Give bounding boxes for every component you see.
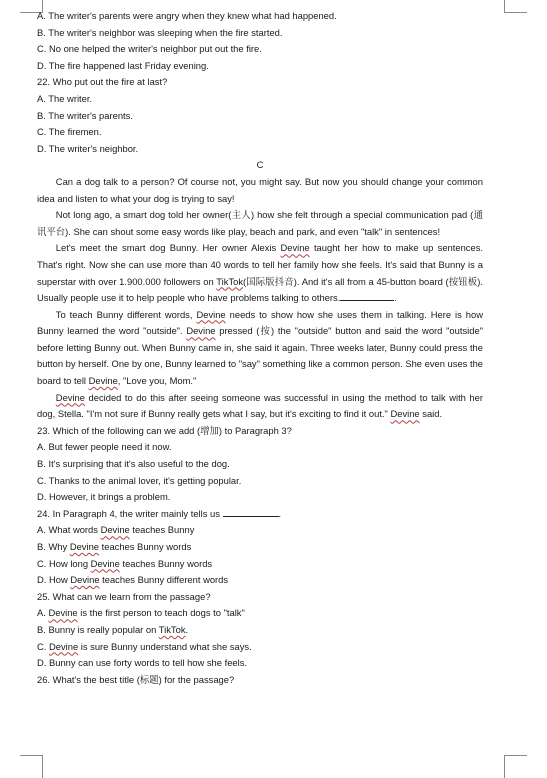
q24-option-b bbox=[37, 539, 483, 556]
q21-option-b: B. The writer's neighbor was sleeping when the fire started. bbox=[37, 26, 283, 38]
q23-option-d: D. However, it brings a problem. bbox=[37, 491, 171, 503]
paragraph-text: Not long ago, a smart dog told her owner(主人) how she felt through a special communication pad (通讯平台). She can shout some easy words like play, beach and park, and even "talk" in sentences! bbox=[37, 209, 483, 237]
name-devine: Devine bbox=[196, 308, 226, 320]
passage-paragraph-5 bbox=[37, 390, 483, 423]
passage-paragraph-4 bbox=[37, 307, 483, 390]
q25-option-d: D. Bunny can use forty words to tell how she feels. bbox=[37, 657, 247, 669]
q23-question: 23. Which of the following can we add (增加) to Paragraph 3? bbox=[37, 424, 292, 436]
q22-option-b: B. The writer's parents. bbox=[37, 109, 133, 121]
option-text: A. What words bbox=[37, 524, 101, 536]
section-label: C bbox=[256, 159, 264, 171]
option-text: D. How bbox=[37, 574, 71, 586]
option-text: teaches Bunny words bbox=[119, 557, 213, 569]
name-devine: Devine bbox=[100, 524, 130, 536]
q23-option-c: C. Thanks to the animal lover, it's getting popular. bbox=[37, 474, 242, 486]
page-corner-mark bbox=[504, 755, 527, 778]
option-text: . bbox=[185, 623, 189, 635]
page-corner-mark bbox=[504, 0, 527, 13]
name-devine: Devine bbox=[55, 391, 85, 403]
paragraph-text: decided to do this after seeing someone was successful in using the method to talk with her dog, Stella. "I'm not sure if Bunny really gets what I say, but it's exciting to find it out." bbox=[37, 391, 483, 420]
q23-option-a: A. But fewer people need it now. bbox=[37, 441, 172, 453]
q22-question: 22. Who put out the fire at last? bbox=[37, 76, 168, 88]
option-text: teaches Bunny words bbox=[99, 541, 192, 552]
q22-option-a: A. The writer. bbox=[37, 92, 93, 104]
name-devine: Devine bbox=[88, 375, 118, 387]
paragraph-text: Can a dog talk to a person? Of course not, you might say. But now you should change your common idea and listen to what your dog is trying to say! bbox=[37, 175, 483, 204]
name-devine: Devine bbox=[280, 242, 310, 254]
q25-option-b bbox=[37, 622, 483, 639]
name-devine: Devine bbox=[48, 607, 78, 619]
answer-blank[interactable] bbox=[223, 507, 279, 517]
option-text: is the first person to teach dogs to "talk" bbox=[77, 607, 245, 619]
paragraph-text: , "Love you, Mom." bbox=[117, 375, 197, 387]
q22-option-c: C. The firemen. bbox=[37, 126, 102, 138]
q26-question: 26. What's the best title (标题) for the passage? bbox=[37, 673, 235, 685]
name-devine: Devine bbox=[48, 640, 79, 652]
paragraph-text: Let's meet the smart dog Bunny. Her owner Alexis bbox=[55, 242, 281, 254]
name-devine: Devine bbox=[70, 574, 100, 586]
paragraph-text: pressed (按) the "outside" button and said the word "outside" before letting Bunny out. When Bunny came in, she said it again. Three weeks later, Bunny could press the button by herself. One by one, Bunny learned to "say" something like a common person. She even uses the board to tell bbox=[37, 325, 483, 387]
name-devine: Devine bbox=[90, 557, 120, 569]
name-devine: Devine bbox=[69, 541, 100, 552]
passage-paragraph-2 bbox=[37, 207, 483, 240]
q23-option-b: B. It's surprising that it's also useful to the dog. bbox=[37, 458, 230, 470]
option-text: C. How long bbox=[37, 557, 91, 569]
paragraph-text: To teach Bunny different words, bbox=[55, 308, 197, 320]
page-corner-mark bbox=[20, 755, 43, 778]
q21-option-d: D. The fire happened last Friday evening. bbox=[37, 59, 209, 71]
q25-question: 25. What can we learn from the passage? bbox=[37, 590, 211, 602]
paragraph-text: taught her how to make up sentences. That's right. Now she can use more than 40 words to tell her family how she feels. It's said that Bunny is a superstar with over 1.900.000 followers on bbox=[37, 242, 483, 287]
q21-option-a: A. The writer's parents were angry when they knew what had happened. bbox=[37, 10, 337, 21]
paragraph-text: needs to show how she uses them in talking. Here is how Bunny learned the word "outside". bbox=[37, 308, 483, 337]
paragraph-text: (国际版抖音). And it's all from a 45-button board (按钮板). Usually people use it to help people who have problems talking to others. bbox=[37, 275, 483, 304]
option-text: teaches Bunny different words bbox=[99, 574, 229, 586]
question-text: . bbox=[278, 507, 282, 519]
option-text: is sure Bunny understand what she says. bbox=[78, 640, 252, 652]
q24-option-d bbox=[37, 572, 483, 589]
q22-option-d: D. The writer's neighbor. bbox=[37, 142, 139, 154]
option-text: B. Bunny is really popular on bbox=[37, 623, 159, 635]
passage-paragraph-1 bbox=[37, 174, 483, 207]
name-tiktok: TikTok bbox=[216, 275, 244, 287]
answer-blank[interactable] bbox=[340, 291, 394, 301]
name-tiktok: TikTok bbox=[158, 623, 186, 635]
passage-paragraph-3: Let's meet the smart dog Bunny. Her owner Alexis Devine taught her how to make up sentences. That's right. Now she can use more than 40 words to tell her family how she feels. It's said that Bunny is a superstar with over 1.900.000 followers on TikTok(国际版抖音). And it's all from a 45-button board (按钮板). Usually people use it to help people who have problems talking to others. . bbox=[37, 242, 483, 304]
q25-option-a: A. Devine is the first person to teach dogs to "talk" bbox=[37, 607, 245, 619]
q21-option-c: C. No one helped the writer's neighbor put out the fire. bbox=[37, 43, 262, 55]
document-body bbox=[37, 8, 483, 688]
paragraph-text: said. bbox=[419, 408, 443, 420]
question-text: 24. In Paragraph 4, the writer mainly tells us bbox=[37, 507, 220, 519]
option-text: B. Why bbox=[37, 541, 70, 552]
q24-question bbox=[37, 506, 483, 523]
q25-option-c: C. Devine is sure Bunny understand what she says. bbox=[37, 640, 252, 652]
option-text: teaches Bunny bbox=[129, 524, 195, 536]
q24-option-c bbox=[37, 556, 483, 573]
name-devine: Devine bbox=[390, 408, 420, 420]
name-devine: Devine bbox=[186, 325, 216, 337]
q24-option-a bbox=[37, 522, 483, 539]
